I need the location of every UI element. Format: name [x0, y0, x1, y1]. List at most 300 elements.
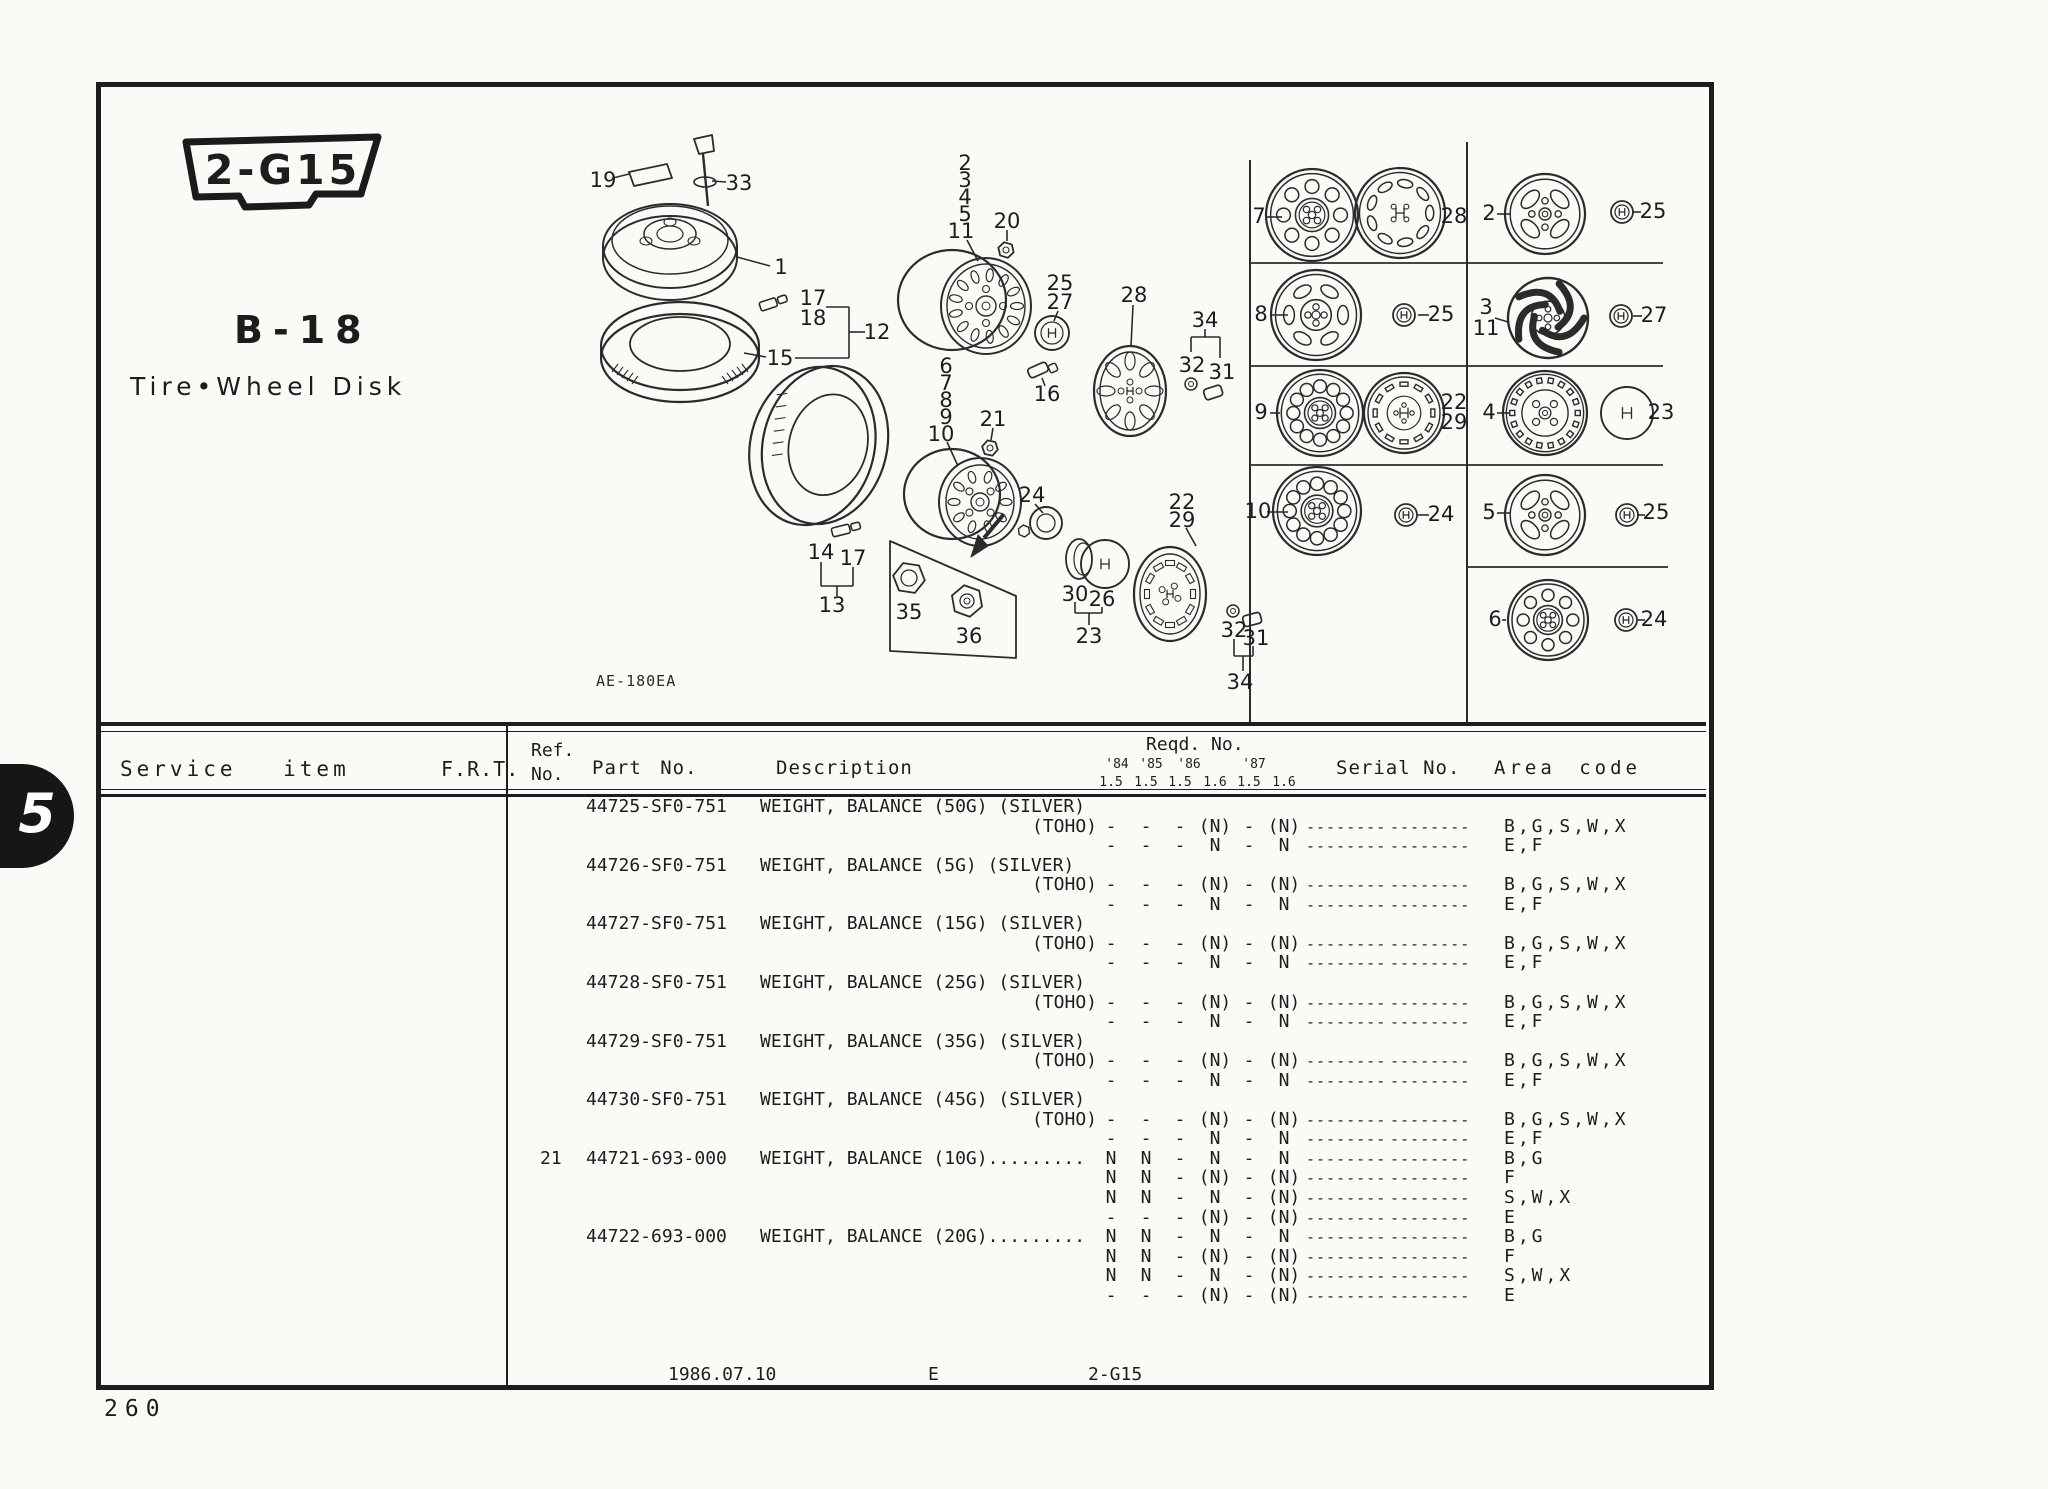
cell-part-no: 44726-SF0-751 — [586, 854, 727, 876]
cell-qty: N — [1140, 1265, 1152, 1287]
cell-qty: N — [1278, 1226, 1290, 1248]
cell-qty: - — [1105, 1128, 1117, 1150]
cell-serial: -------- — [1306, 1013, 1387, 1032]
cell-qty: - — [1105, 893, 1117, 915]
cell-qty: (N) — [1198, 1108, 1232, 1130]
cell-qty: - — [1243, 1050, 1255, 1072]
diagram-callout: 27 — [1640, 303, 1668, 327]
cell-qty: N — [1105, 1265, 1117, 1287]
cell-qty: N — [1140, 1226, 1152, 1248]
cell-qty: (N) — [1198, 1050, 1232, 1072]
cell-qty: N — [1105, 1245, 1117, 1267]
header-engine-1: 1.5 — [1099, 775, 1123, 790]
cell-qty: - — [1174, 1050, 1186, 1072]
diagram-callout: 28 — [1120, 283, 1148, 307]
cell-qty: - — [1140, 893, 1152, 915]
table-line — [0, 817, 1714, 837]
cell-qty: N — [1278, 1011, 1290, 1033]
cell-area-code: F — [1504, 1167, 1518, 1189]
cell-serial: -------- — [1306, 1228, 1387, 1247]
cell-description-cont: (TOHO) — [1031, 874, 1097, 896]
cell-qty: N — [1209, 1011, 1221, 1033]
cell-qty: - — [1140, 835, 1152, 857]
cell-area-code: B,G,S,W,X — [1504, 874, 1629, 896]
cell-qty: - — [1140, 1108, 1152, 1130]
cell-qty: N — [1278, 1128, 1290, 1150]
diagram-callout: 20 — [993, 209, 1021, 233]
cell-ref-no: 21 — [540, 1147, 562, 1169]
header-serial-no: Serial No. — [1336, 757, 1461, 779]
table-line — [0, 973, 1714, 993]
cell-description: WEIGHT, BALANCE (20G)......... — [760, 1226, 1086, 1248]
cell-qty: N — [1140, 1147, 1152, 1169]
cell-qty: - — [1140, 1069, 1152, 1091]
page-code: B-18 — [234, 308, 372, 352]
cell-qty: - — [1243, 815, 1255, 837]
cell-serial: -------- — [1306, 1208, 1387, 1227]
cell-qty: (N) — [1198, 1206, 1232, 1228]
cell-qty: - — [1174, 893, 1186, 915]
cell-area-code: E — [1504, 1206, 1518, 1228]
cell-qty: - — [1243, 874, 1255, 896]
diagram-callout: 30 — [1061, 582, 1089, 606]
cell-serial: -------- — [1306, 954, 1387, 973]
cell-area-code: S,W,X — [1504, 1265, 1574, 1287]
cell-qty: - — [1105, 1011, 1117, 1033]
diagram-callout: 6 — [1488, 607, 1502, 631]
cell-qty: - — [1105, 874, 1117, 896]
cell-qty: - — [1174, 932, 1186, 954]
cell-qty: N — [1209, 1187, 1221, 1208]
table-top-border — [98, 722, 1706, 726]
cell-part-no: 44721-693-000 — [586, 1147, 727, 1169]
cell-serial: -------- — [1306, 895, 1387, 914]
cell-serial: -------- — [1390, 934, 1471, 953]
cell-description-cont: (TOHO) — [1031, 815, 1097, 837]
cell-serial: -------- — [1390, 1071, 1471, 1090]
cell-part-no: 44725-SF0-751 — [586, 796, 727, 817]
cell-serial: -------- — [1306, 1189, 1387, 1207]
cell-description: WEIGHT, BALANCE (5G) (SILVER) — [760, 854, 1075, 876]
cell-qty: - — [1174, 952, 1186, 974]
table-line — [0, 1247, 1714, 1267]
table-line — [0, 1149, 1714, 1169]
cell-serial: -------- — [1390, 1169, 1471, 1188]
footer-section: 2-G15 — [1088, 1364, 1143, 1385]
header-engine-3: 1.5 — [1168, 775, 1192, 790]
cell-serial: -------- — [1390, 837, 1471, 856]
table-line — [0, 1129, 1714, 1149]
cell-qty: - — [1174, 1011, 1186, 1033]
diagram-callout: 21 — [979, 407, 1007, 431]
header-area-code: Area code — [1494, 757, 1641, 779]
cell-qty: - — [1105, 1108, 1117, 1130]
diagram-callout: 2 — [1482, 201, 1496, 225]
cell-area-code: B,G,S,W,X — [1504, 1050, 1629, 1072]
cell-qty: N — [1105, 1147, 1117, 1169]
header-year-84: '84 — [1105, 757, 1129, 772]
header-service-item: Service item — [120, 757, 350, 781]
cell-qty: - — [1140, 874, 1152, 896]
cell-serial: -------- — [1390, 1130, 1471, 1149]
diagram-callout: 24 — [1640, 607, 1668, 631]
cell-serial: -------- — [1306, 1110, 1387, 1129]
diagram-callout: 22 — [1168, 490, 1196, 514]
cell-serial: -------- — [1390, 1013, 1471, 1032]
cell-qty: - — [1174, 1069, 1186, 1091]
diagram-callout: 25 — [1639, 199, 1667, 223]
cell-qty: - — [1174, 874, 1186, 896]
cell-qty: (N) — [1267, 1284, 1301, 1306]
cell-qty: - — [1140, 815, 1152, 837]
cell-qty: - — [1105, 991, 1117, 1013]
header-underline-thin — [98, 789, 1706, 790]
diagram-callout: 32 — [1178, 353, 1206, 377]
cell-part-no: 44727-SF0-751 — [586, 913, 727, 935]
table-top-border-inner — [98, 731, 1706, 732]
cell-serial: -------- — [1306, 1286, 1387, 1305]
cell-qty: N — [1209, 835, 1221, 857]
table-line — [0, 875, 1714, 895]
cell-description: WEIGHT, BALANCE (50G) (SILVER) — [760, 796, 1086, 817]
cell-serial: -------- — [1390, 876, 1471, 895]
cell-part-no: 44730-SF0-751 — [586, 1089, 727, 1111]
header-year-87: '87 — [1242, 757, 1266, 772]
cell-qty: N — [1140, 1167, 1152, 1189]
cell-area-code: E,F — [1504, 1011, 1546, 1033]
cell-qty: - — [1243, 1265, 1255, 1287]
cell-qty: - — [1243, 1069, 1255, 1091]
diagram-callout: 31 — [1242, 626, 1270, 650]
cell-qty: N — [1278, 1147, 1290, 1169]
cell-qty: N — [1278, 893, 1290, 915]
table-line — [0, 934, 1714, 954]
cell-serial: -------- — [1390, 1286, 1471, 1305]
cell-qty: - — [1140, 1050, 1152, 1072]
cell-qty: - — [1140, 1011, 1152, 1033]
badge-label: 2-G15 — [204, 146, 362, 194]
cell-area-code: E,F — [1504, 952, 1546, 974]
cell-qty: (N) — [1267, 1050, 1301, 1072]
cell-serial: -------- — [1306, 934, 1387, 953]
cell-area-code: F — [1504, 1245, 1518, 1267]
table-line — [0, 1090, 1714, 1110]
diagram-shapes — [590, 135, 1675, 723]
diagram-callout: 28 — [1440, 204, 1468, 228]
table-line — [0, 914, 1714, 934]
diagram-callout: 33 — [725, 171, 753, 195]
diagram-callout: 13 — [818, 593, 846, 617]
cell-serial: -------- — [1390, 817, 1471, 836]
cell-qty: N — [1278, 1069, 1290, 1091]
diagram-callout: 4 — [1482, 400, 1496, 424]
table-line — [0, 856, 1714, 876]
cell-qty: - — [1243, 1226, 1255, 1248]
cell-qty: (N) — [1267, 874, 1301, 896]
cell-qty: (N) — [1198, 932, 1232, 954]
table-line — [0, 1168, 1714, 1188]
cell-qty: (N) — [1267, 1108, 1301, 1130]
cell-qty: - — [1243, 991, 1255, 1013]
cell-qty: (N) — [1267, 1265, 1301, 1287]
cell-qty: N — [1278, 952, 1290, 974]
cell-serial: -------- — [1390, 1110, 1471, 1129]
table-line — [0, 953, 1714, 973]
cell-qty: - — [1243, 952, 1255, 974]
cell-qty: - — [1140, 932, 1152, 954]
diagram-callout: 9 — [1254, 400, 1268, 424]
cell-qty: - — [1243, 1284, 1255, 1306]
cell-qty: - — [1243, 1011, 1255, 1033]
cell-description: WEIGHT, BALANCE (25G) (SILVER) — [760, 971, 1086, 993]
diagram-callout: 32 — [1220, 618, 1248, 642]
cell-qty: (N) — [1267, 1187, 1301, 1208]
cell-qty: N — [1209, 1128, 1221, 1150]
cell-qty: (N) — [1267, 1206, 1301, 1228]
diagram-callout: 12 — [863, 320, 891, 344]
cell-qty: - — [1243, 835, 1255, 857]
drawing-code: AE-180EA — [596, 672, 677, 690]
diagram-callout: 1 — [774, 255, 788, 279]
table-line — [0, 895, 1714, 915]
cell-area-code: S,W,X — [1504, 1187, 1574, 1208]
cell-qty: - — [1105, 952, 1117, 974]
cell-qty: - — [1243, 1206, 1255, 1228]
diagram-callout: 17 — [839, 546, 867, 570]
diagram-callout: 27 — [1046, 290, 1074, 314]
cell-serial: -------- — [1390, 1267, 1471, 1286]
cell-qty: - — [1174, 1187, 1186, 1208]
cell-serial: -------- — [1306, 1130, 1387, 1149]
cell-serial: -------- — [1390, 993, 1471, 1012]
cell-serial: -------- — [1390, 1247, 1471, 1266]
diagram-callout: 3 — [1479, 295, 1493, 319]
cell-qty: - — [1140, 991, 1152, 1013]
diagram-callout: 5 — [958, 202, 972, 226]
diagram-callout: 6 — [939, 354, 953, 378]
cell-qty: - — [1174, 1245, 1186, 1267]
cell-serial: -------- — [1306, 993, 1387, 1012]
diagram-callout: 26 — [1088, 587, 1116, 611]
page-number: 260 — [104, 1396, 167, 1422]
diagram-callout: 4 — [958, 185, 972, 209]
cell-qty: - — [1174, 1226, 1186, 1248]
header-reqd-no: Reqd. No. — [1146, 734, 1244, 755]
header-engine-4: 1.6 — [1203, 775, 1227, 790]
table-line — [0, 836, 1714, 856]
diagram-callout: 35 — [895, 600, 923, 624]
table-line — [0, 1012, 1714, 1032]
cell-part-no: 44728-SF0-751 — [586, 971, 727, 993]
table-line — [0, 797, 1714, 817]
table-line — [0, 1032, 1714, 1052]
cell-area-code: B,G — [1504, 1226, 1546, 1248]
diagram-callout: 29 — [1440, 410, 1468, 434]
header-frt: F.R.T. — [441, 757, 520, 781]
section-tab: 5 — [0, 764, 74, 868]
cell-serial: -------- — [1306, 1267, 1387, 1286]
cell-serial: -------- — [1306, 876, 1387, 895]
cell-qty: - — [1174, 1108, 1186, 1130]
cell-qty: (N) — [1267, 1245, 1301, 1267]
cell-qty: - — [1140, 1284, 1152, 1306]
diagram-callout: 7 — [939, 371, 953, 395]
header-ref-no-1: Ref. — [531, 740, 575, 761]
diagram-callout: 34 — [1191, 308, 1219, 332]
cell-qty: - — [1174, 1284, 1186, 1306]
cell-qty: - — [1243, 1167, 1255, 1189]
cell-qty: (N) — [1267, 991, 1301, 1013]
cell-area-code: B,G,S,W,X — [1504, 815, 1629, 837]
cell-qty: - — [1243, 1128, 1255, 1150]
cell-description-cont: (TOHO) — [1031, 991, 1097, 1013]
cell-qty: N — [1105, 1226, 1117, 1248]
diagram-callout: 36 — [955, 624, 983, 648]
cell-area-code: B,G — [1504, 1147, 1546, 1169]
table-line — [0, 1266, 1714, 1286]
header-ref-no-2: No. — [531, 764, 564, 785]
cell-qty: - — [1174, 835, 1186, 857]
cell-qty: (N) — [1198, 1245, 1232, 1267]
cell-qty: N — [1209, 952, 1221, 974]
page-title: Tire•Wheel Disk — [130, 372, 407, 401]
diagram-callout: 23 — [1075, 624, 1103, 648]
header-part-no: Part No. — [592, 757, 698, 779]
cell-qty: - — [1105, 1206, 1117, 1228]
cell-qty: (N) — [1198, 1284, 1232, 1306]
cell-description: WEIGHT, BALANCE (15G) (SILVER) — [760, 913, 1086, 935]
cell-qty: (N) — [1267, 1167, 1301, 1189]
cell-serial: -------- — [1306, 1052, 1387, 1071]
cell-area-code: E,F — [1504, 835, 1546, 857]
cell-qty: - — [1105, 1069, 1117, 1091]
cell-qty: - — [1140, 952, 1152, 974]
diagram-callout: 8 — [939, 388, 953, 412]
cell-qty: N — [1105, 1167, 1117, 1189]
diagram-callout: 24 — [1018, 483, 1046, 507]
diagram-callout: 19 — [589, 168, 617, 192]
table-line — [0, 993, 1714, 1013]
diagram-callout: 17 — [799, 286, 827, 310]
cell-qty: N — [1278, 835, 1290, 857]
cell-qty: N — [1140, 1245, 1152, 1267]
cell-qty: - — [1105, 835, 1117, 857]
cell-qty: - — [1105, 932, 1117, 954]
cell-description-cont: (TOHO) — [1031, 932, 1097, 954]
cell-qty: - — [1243, 893, 1255, 915]
cell-serial: -------- — [1306, 1247, 1387, 1266]
diagram-callout: 2 — [958, 151, 972, 175]
cell-qty: N — [1209, 1069, 1221, 1091]
cell-qty: - — [1140, 1206, 1152, 1228]
cell-qty: - — [1174, 1147, 1186, 1169]
cell-qty: - — [1243, 932, 1255, 954]
header-year-86: '86 — [1177, 757, 1201, 772]
cell-serial: -------- — [1390, 895, 1471, 914]
table-line — [0, 1208, 1714, 1228]
diagram-callout: 29 — [1168, 508, 1196, 532]
diagram-callout: 8 — [1254, 302, 1268, 326]
cell-serial: -------- — [1306, 1071, 1387, 1090]
cell-qty: N — [1209, 1265, 1221, 1287]
cell-area-code: E,F — [1504, 1128, 1546, 1150]
cell-serial: -------- — [1390, 1208, 1471, 1227]
cell-description-cont: (TOHO) — [1031, 1108, 1097, 1130]
cell-description: WEIGHT, BALANCE (45G) (SILVER) — [760, 1089, 1086, 1111]
cell-qty: N — [1140, 1187, 1152, 1208]
cell-qty: - — [1105, 1284, 1117, 1306]
cell-qty: (N) — [1267, 932, 1301, 954]
cell-qty: (N) — [1267, 815, 1301, 837]
diagram-callout: 7 — [1252, 204, 1266, 228]
cell-serial: -------- — [1306, 837, 1387, 856]
diagram-callout: 18 — [799, 306, 827, 330]
diagram-callout: 34 — [1226, 670, 1254, 694]
cell-area-code: E — [1504, 1284, 1518, 1306]
cell-qty: - — [1140, 1128, 1152, 1150]
cell-serial: -------- — [1390, 1052, 1471, 1071]
cell-qty: - — [1174, 1167, 1186, 1189]
cell-qty: N — [1209, 893, 1221, 915]
cell-serial: -------- — [1390, 1228, 1471, 1247]
cell-qty: - — [1243, 1108, 1255, 1130]
header-engine-5: 1.5 — [1237, 775, 1261, 790]
cell-description: WEIGHT, BALANCE (35G) (SILVER) — [760, 1030, 1086, 1052]
cell-qty: - — [1174, 991, 1186, 1013]
diagram-callout: 22 — [1440, 390, 1468, 414]
cell-part-no: 44722-693-000 — [586, 1226, 727, 1248]
header-engine-6: 1.6 — [1272, 775, 1296, 790]
table-line — [0, 1227, 1714, 1247]
cell-part-no: 44729-SF0-751 — [586, 1030, 727, 1052]
header-description: Description — [776, 757, 913, 779]
header-year-85: '85 — [1139, 757, 1163, 772]
cell-qty: - — [1174, 1265, 1186, 1287]
diagram-callout: 25 — [1427, 302, 1455, 326]
table-line — [0, 1110, 1714, 1130]
cell-area-code: B,G,S,W,X — [1504, 932, 1629, 954]
cell-serial: -------- — [1390, 1149, 1471, 1168]
cell-description-cont: (TOHO) — [1031, 1050, 1097, 1072]
footer-date: 1986.07.10 — [668, 1364, 777, 1385]
cell-description: WEIGHT, BALANCE (10G)......... — [760, 1147, 1086, 1169]
diagram-callout: 5 — [1482, 500, 1496, 524]
diagram-callout: 16 — [1033, 382, 1061, 406]
cell-area-code: E,F — [1504, 1069, 1546, 1091]
cell-qty: - — [1105, 815, 1117, 837]
cell-qty: (N) — [1198, 1167, 1232, 1189]
cell-area-code: E,F — [1504, 893, 1546, 915]
diagram-callout: 11 — [947, 219, 975, 243]
diagram-callout: 31 — [1208, 360, 1236, 384]
diagram-callout: 25 — [1642, 500, 1670, 524]
footer-sheet: E — [928, 1364, 939, 1385]
cell-serial: -------- — [1306, 817, 1387, 836]
diagram-callout: 3 — [958, 168, 972, 192]
diagram-callout: 15 — [766, 346, 794, 370]
cell-serial: -------- — [1306, 1169, 1387, 1188]
cell-serial: -------- — [1306, 1149, 1387, 1168]
cell-serial: -------- — [1390, 1189, 1471, 1207]
diagram-callout: 11 — [1472, 316, 1500, 340]
cell-qty: - — [1243, 1245, 1255, 1267]
cell-qty: N — [1209, 1147, 1221, 1169]
cell-qty: - — [1243, 1147, 1255, 1169]
diagram-callout: 24 — [1427, 502, 1455, 526]
cell-qty: N — [1209, 1226, 1221, 1248]
cell-qty: - — [1105, 1050, 1117, 1072]
cell-qty: - — [1174, 1206, 1186, 1228]
